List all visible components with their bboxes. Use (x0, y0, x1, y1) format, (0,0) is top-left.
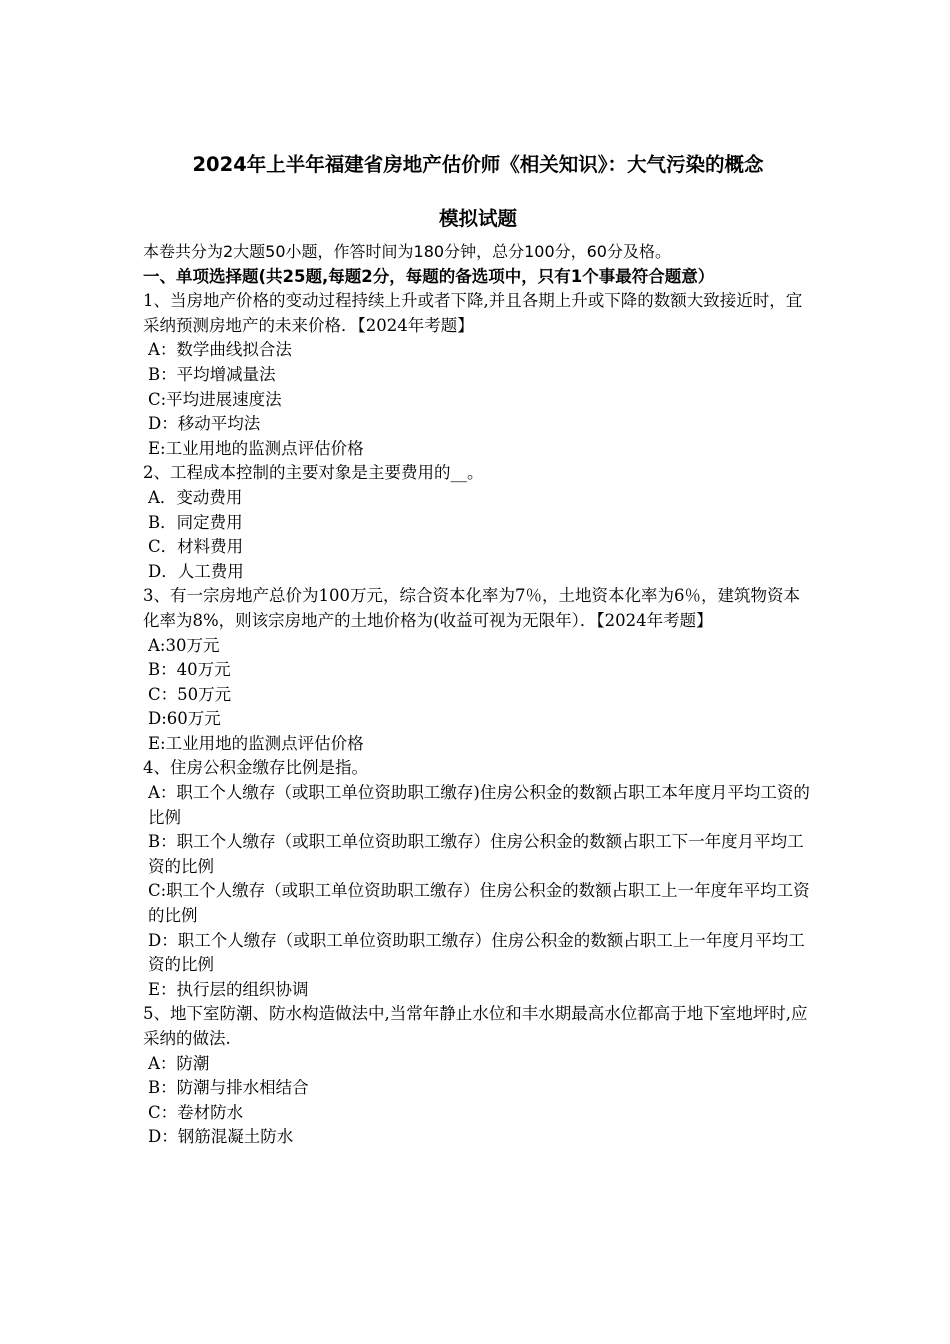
question (143, 756, 813, 1002)
question-option: D：职工个人缴存（或职工单位资助职工缴存）住房公积金的数额占职工上一年度月平均工资的比例 (148, 930, 805, 975)
question (143, 289, 813, 461)
document-title-line-2: 模拟试题 (438, 207, 517, 230)
question-stem: 2、工程成本控制的主要对象是主要费用的__。 (143, 463, 484, 483)
question-option: B：40万元 (148, 660, 231, 680)
document-title-line-1: 2024年上半年福建省房地产估价师《相关知识》：大气污染的概念 (192, 153, 764, 176)
question-option: D：钢筋混凝土防水 (148, 1127, 294, 1147)
question-option: C:平均进展速度法 (148, 389, 282, 409)
question-option: B：防潮与排水相结合 (148, 1078, 309, 1098)
question-stem: 1、当房地产价格的变动过程持续上升或者下降,并且各期上升或下降的数额大致接近时，宜采纳预测房地产的未来价格．【2024年考题】 (143, 291, 803, 335)
question (143, 461, 813, 584)
question-option: B：平均增减量法 (148, 364, 276, 384)
document-body (143, 240, 813, 1150)
question-option: E：执行层的组织协调 (148, 979, 309, 999)
question-option: A：防潮 (148, 1053, 210, 1073)
question-stem: 5、地下室防潮、防水构造做法中,当常年静止水位和丰水期最高水位都高于地下室地坪时,应采纳的做法. (143, 1004, 808, 1048)
question-stem: 3、有一宗房地产总价为100万元，综合资本化率为7％，土地资本化率为6％，建筑物资本化率为8%，则该宗房地产的土地价格为(收益可视为无限年）．【2024年考题】 (143, 586, 800, 630)
question-option: D:60万元 (148, 709, 221, 729)
question-option: A．变动费用 (148, 487, 243, 507)
question-option: E:工业用地的监测点评估价格 (148, 733, 364, 753)
question-option: A：数学曲线拟合法 (148, 340, 292, 360)
question-option: A：职工个人缴存（或职工单位资助职工缴存)住房公积金的数额占职工本年度月平均工资的比例 (148, 783, 810, 827)
question-option: E:工业用地的监测点评估价格 (148, 438, 364, 458)
question-option: B：职工个人缴存（或职工单位资助职工缴存）住房公积金的数额占职工下一年度月平均工资的比例 (148, 832, 804, 876)
question-stem: 4、住房公积金缴存比例是指。 (143, 758, 368, 778)
question-option: D：移动平均法 (148, 414, 261, 434)
question-option: A:30万元 (148, 635, 220, 655)
question (143, 584, 813, 756)
section-heading: 一、单项选择题(共25题,每题2分，每题的备选项中，只有1个事最符合题意） (143, 266, 715, 286)
exam-intro: 本卷共分为2大题50小题，作答时间为180分钟，总分100分，60分及格。 (143, 242, 671, 261)
question-option: C：卷材防水 (148, 1102, 244, 1122)
question-option: D．人工费用 (148, 561, 244, 581)
question-option: C．材料费用 (148, 537, 244, 557)
document-page (143, 150, 813, 1150)
question-option: B．同定费用 (148, 512, 243, 532)
question (143, 1002, 813, 1150)
question-option: C:职工个人缴存（或职工单位资助职工缴存）住房公积金的数额占职工上一年度年平均工资的比例 (148, 881, 810, 926)
question-option: C：50万元 (148, 684, 232, 704)
